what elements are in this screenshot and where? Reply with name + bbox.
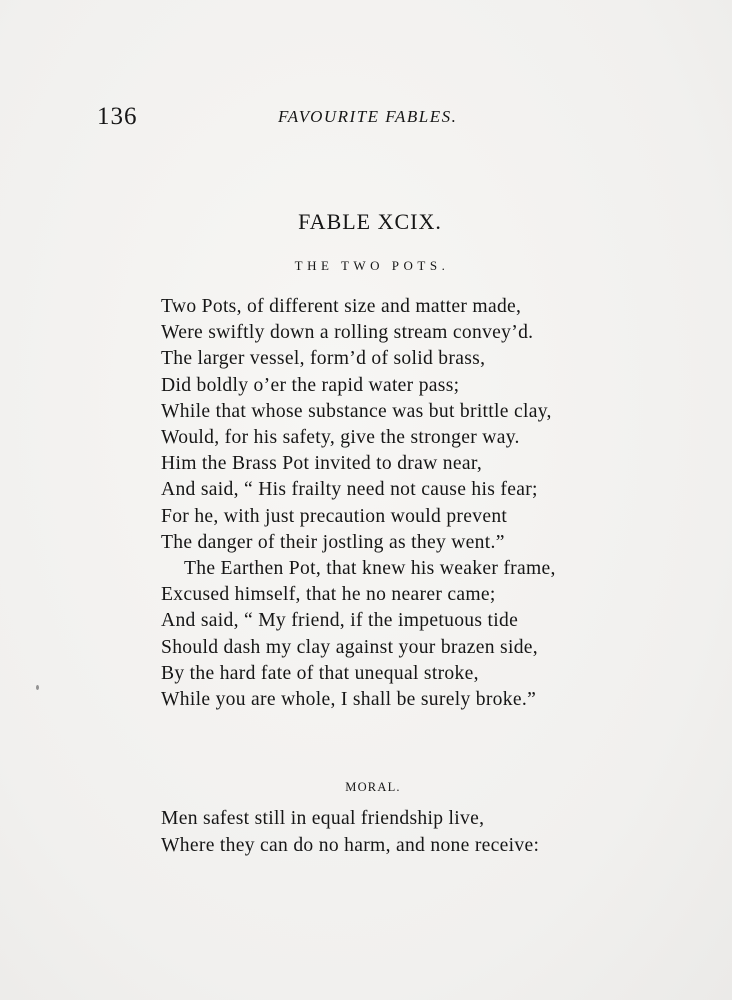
moral-heading: MORAL. <box>345 780 401 794</box>
page-header <box>0 103 732 133</box>
poem-line: By the hard fate of that unequal stroke, <box>161 662 479 684</box>
poem-line: And said, “ My friend, if the impetuous tide <box>161 610 519 632</box>
poem-line: Two Pots, of different size and matter made, <box>161 296 522 317</box>
poem-line: The danger of their jostling as they went.” <box>161 531 505 553</box>
poem-line: Would, for his safety, give the stronger way. <box>161 427 520 449</box>
poem-line: Were swiftly down a rolling stream convey’d. <box>161 322 534 344</box>
poem-line: The Earthen Pot, that knew his weaker frame, <box>184 558 556 580</box>
poem-body <box>161 294 641 713</box>
poem-line: While you are whole, I shall be surely broke.” <box>161 689 537 711</box>
moral-line: Where they can do no harm, and none receive: <box>161 835 540 856</box>
poem-line: The larger vessel, form’d of solid brass, <box>161 348 486 370</box>
fable-subtitle: THE TWO POTS. <box>294 258 450 273</box>
poem-line: While that whose substance was but brittle clay, <box>161 400 552 422</box>
running-title: FAVOURITE FABLES. <box>278 107 458 126</box>
page-number: 136 <box>97 103 138 130</box>
poem-line: And said, “ His frailty need not cause his fear; <box>161 479 538 501</box>
poem-line: Should dash my clay against your brazen side, <box>161 636 538 658</box>
paper-speck <box>36 685 39 690</box>
poem-line: Him the Brass Pot invited to draw near, <box>161 453 483 475</box>
moral-line: Men safest still in equal friendship live, <box>161 808 485 829</box>
poem-line: For he, with just precaution would prevent <box>161 505 508 527</box>
moral-body <box>161 805 641 859</box>
poem-line: Did boldly o’er the rapid water pass; <box>161 374 460 396</box>
fable-title: FABLE XCIX. <box>298 209 442 234</box>
poem-line: Excused himself, that he no nearer came; <box>161 584 496 606</box>
